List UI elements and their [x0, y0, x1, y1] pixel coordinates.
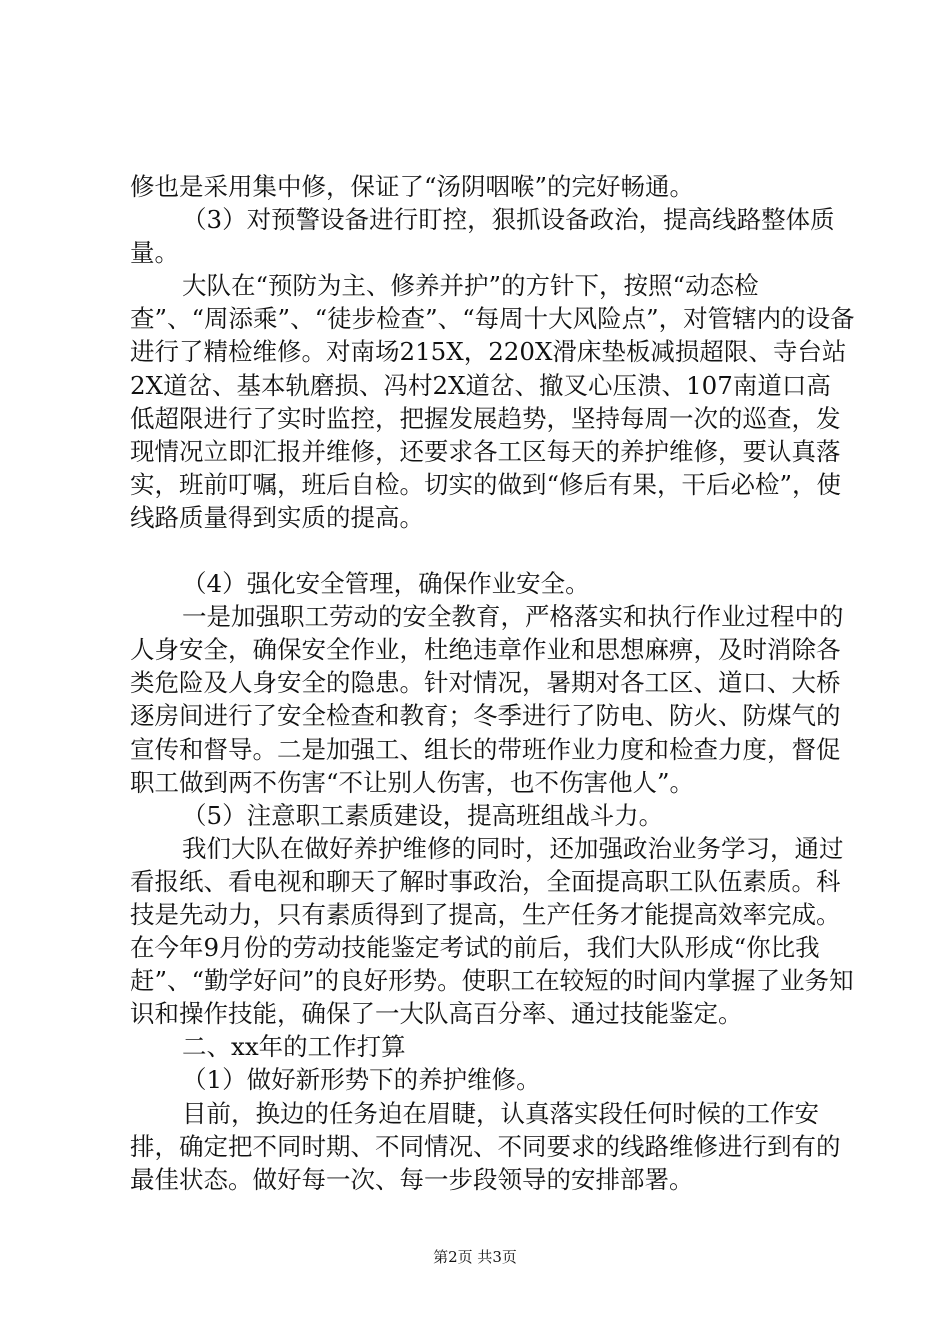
paragraph: 目前，换边的任务迫在眉睫，认真落实段任何时候的工作安排，确定把不同时期、不同情况、不同要求的线路维修进行到有的最佳状态。做好每一次、每一步段领导的安排部署。	[130, 1098, 841, 1194]
paragraph: 修也是采用集中修，保证了“汤阴咽喉”的完好畅通。	[130, 172, 695, 201]
paragraph: （3）对预警设备进行盯控，狠抓设备政治，提高线路整体质量。	[130, 205, 835, 268]
section-heading: （5）注意职工素质建设，提高班组战斗力。	[182, 800, 664, 830]
section-heading: （4）强化安全管理，确保作业安全。	[182, 569, 590, 599]
paragraph-gap	[130, 534, 855, 567]
section-heading: 二、xx年的工作打算	[182, 1032, 406, 1062]
section-heading: （1）做好新形势下的养护维修。	[182, 1065, 541, 1095]
paragraph: 大队在“预防为主、修养并护”的方针下，按照“动态检查”、“周添乘”、“徒步检查”、“每周十大风险点”，对管辖内的设备进行了精检维修。对南场215X，220X滑床垫板减损超限、寺台站2X道岔、基本轨磨损、冯村2X道岔、撤叉心压溃、107南道口高低超限进行了实时监控，把握发展趋势，坚持每周一次的巡查，发现情况立即汇报并维修，还要求各工区每天的养护维修，要认真落实，班前叮嘱，班后自检。切实的做到“修后有果，干后必检”，使线路质量得到实质的提高。	[130, 271, 855, 532]
page-footer: 第2页 共3页	[433, 1248, 517, 1266]
paragraph: 一是加强职工劳动的安全教育，严格落实和执行作业过程中的人身安全，确保安全作业，杜绝违章作业和思想麻痹，及时消除各类危险及人身安全的隐患。针对情况，暑期对各工区、道口、大桥逐房间进行了安全检查和教育；冬季进行了防电、防火、防煤气的宣传和督导。二是加强工、组长的带班作业力度和检查力度，督促职工做到两不伤害“不让别人伤害，也不伤害他人”。	[130, 602, 844, 797]
paragraph: 我们大队在做好养护维修的同时，还加强政治业务学习，通过看报纸、看电视和聊天了解时事政治，全面提高职工队伍素质。科技是先动力，只有素质得到了提高，生产任务才能提高效率完成。在今年9月份的劳动技能鉴定考试的前后，我们大队形成“你比我赶”、“勤学好问”的良好形势。使职工在较短的时间内掌握了业务知识和操作技能，确保了一大队高百分率、通过技能鉴定。	[130, 833, 854, 1029]
document-body	[130, 170, 855, 1196]
